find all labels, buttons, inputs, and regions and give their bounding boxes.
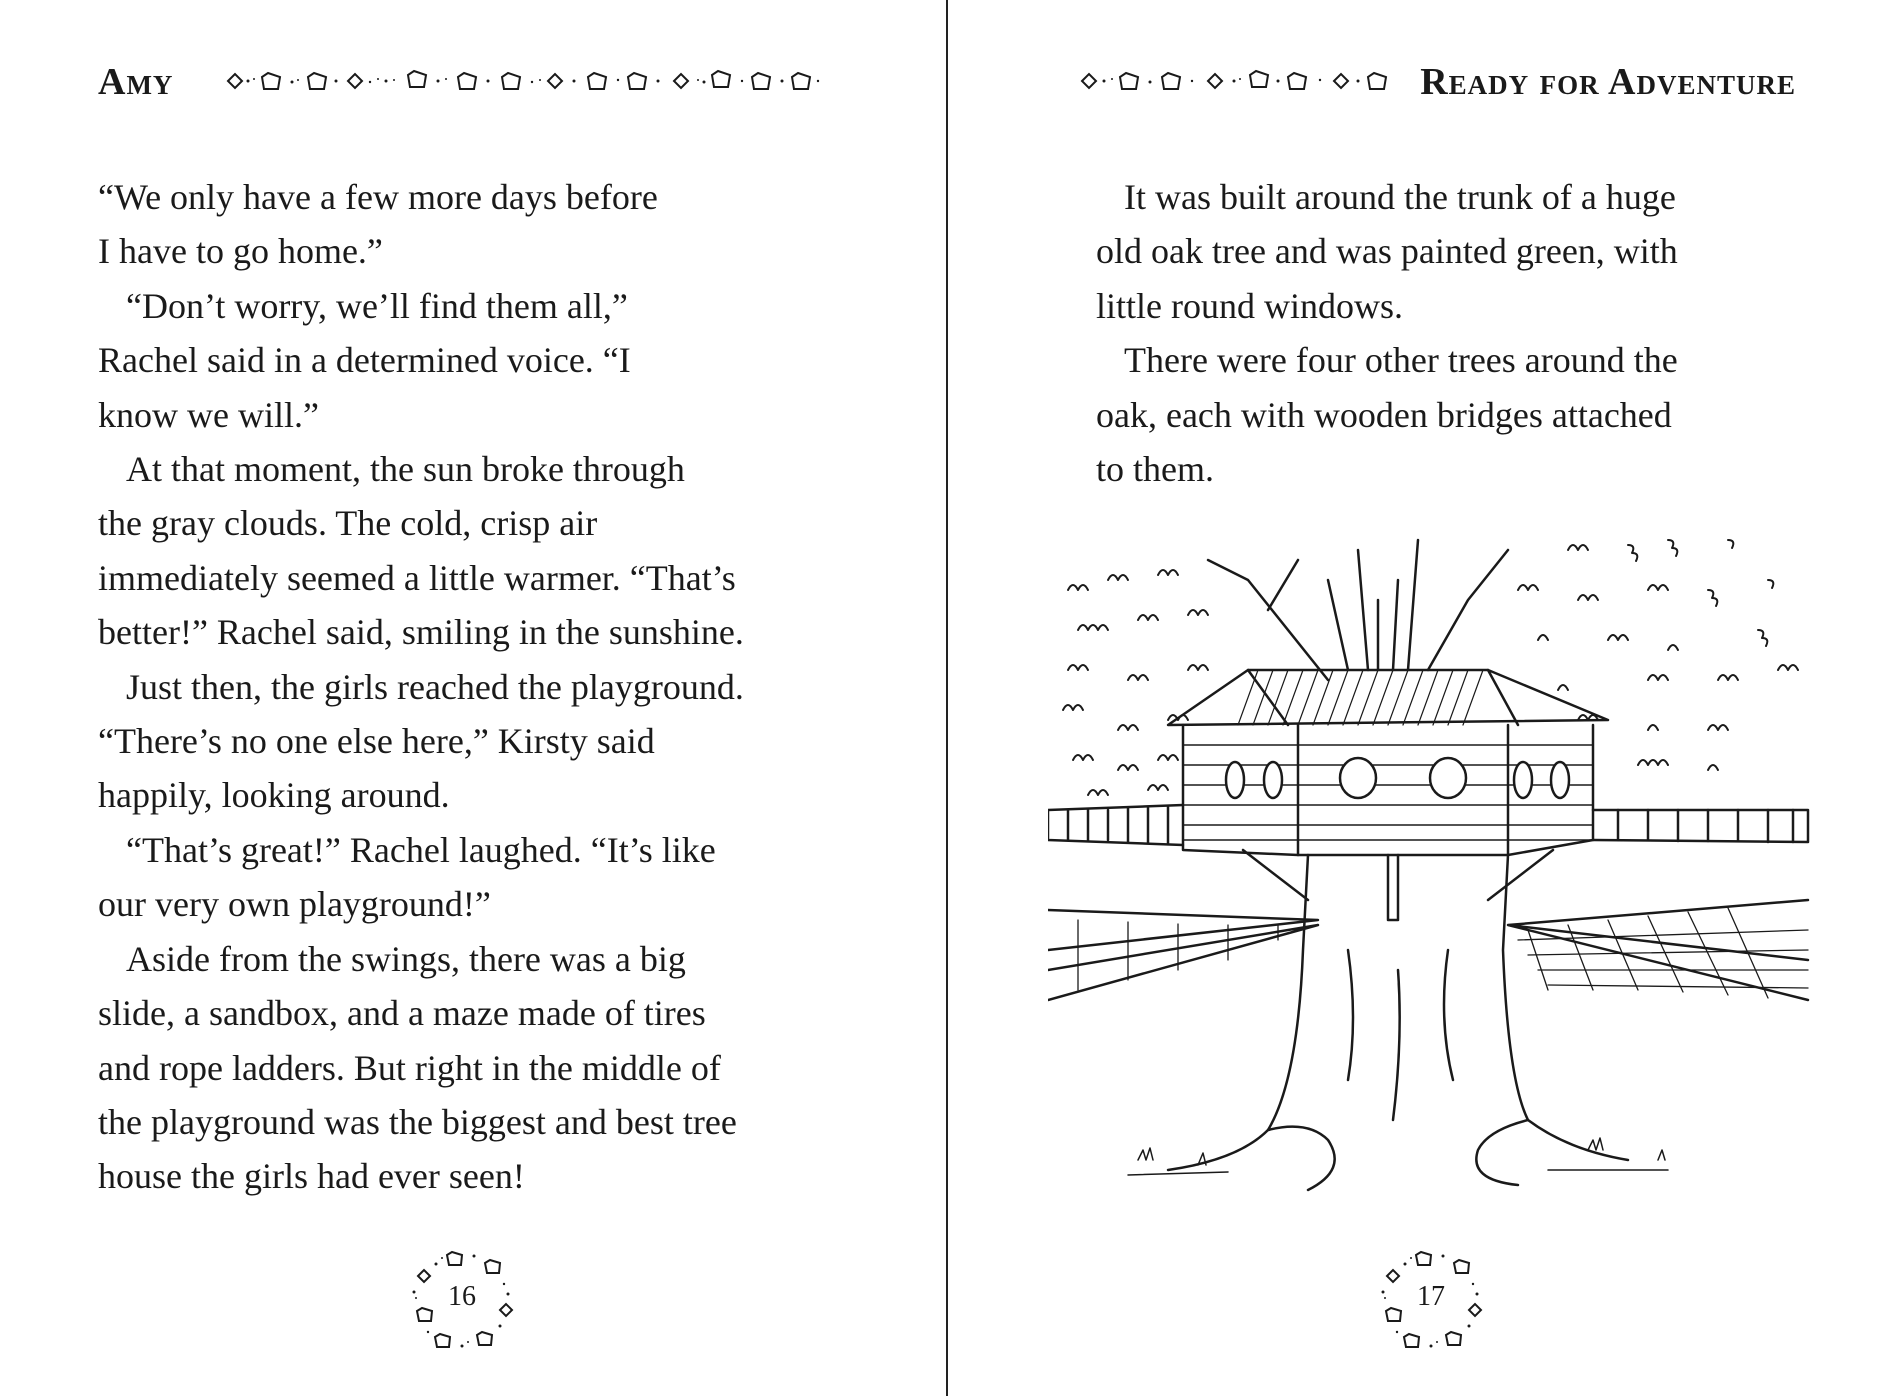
text-line: our very own playground!” bbox=[98, 884, 491, 925]
right-running-head: Ready for Adventure bbox=[1420, 61, 1796, 103]
text-line: and rope ladders. But right in the middle of bbox=[98, 1047, 721, 1088]
text-line: I have to go home.” bbox=[98, 231, 383, 272]
text-line: the playground was the biggest and best tree bbox=[98, 1101, 737, 1142]
text-line: “There’s no one else here,” Kirsty said bbox=[98, 721, 655, 762]
text-line: better!” Rachel said, smiling in the sunshine. bbox=[98, 612, 744, 653]
text-line: immediately seemed a little warmer. “That’s bbox=[98, 557, 736, 598]
text-line: “We only have a few more days before bbox=[98, 177, 658, 217]
text-line: Aside from the swings, there was a big bbox=[126, 938, 686, 979]
page-number-16: 16 bbox=[448, 1281, 476, 1312]
text-line: slide, a sandbox, and a maze made of tires bbox=[98, 993, 706, 1034]
text-line: At that moment, the sun broke through bbox=[126, 449, 685, 490]
tree-house-illustration bbox=[1048, 520, 1828, 1220]
right-body-text bbox=[1096, 170, 1678, 496]
text-line: little round windows. bbox=[1096, 285, 1403, 326]
left-running-head: Amy bbox=[98, 61, 174, 103]
text-line: “Don’t worry, we’ll find them all,” bbox=[126, 285, 628, 326]
text-line: happily, looking around. bbox=[98, 775, 450, 816]
page-number-17: 17 bbox=[1417, 1281, 1445, 1312]
text-line: to them. bbox=[1096, 449, 1214, 490]
text-line: the gray clouds. The cold, crisp air bbox=[98, 503, 598, 544]
left-page-number bbox=[402, 1246, 522, 1356]
left-body-text bbox=[98, 170, 744, 1204]
text-line: It was built around the trunk of a huge bbox=[1124, 177, 1676, 217]
text-line: “That’s great!” Rachel laughed. “It’s like bbox=[126, 829, 716, 870]
right-page-number bbox=[1371, 1246, 1491, 1356]
text-line: Rachel said in a determined voice. “I bbox=[98, 340, 631, 381]
text-line: old oak tree and was painted green, with bbox=[1096, 231, 1678, 272]
text-line: Just then, the girls reached the playground. bbox=[126, 666, 744, 707]
right-page bbox=[948, 0, 1892, 1396]
gem-garland-icon bbox=[1072, 66, 1392, 96]
text-line: know we will.” bbox=[98, 394, 319, 435]
text-line: There were four other trees around the bbox=[1124, 340, 1678, 381]
text-line: house the girls had ever seen! bbox=[98, 1156, 525, 1197]
text-line: oak, each with wooden bridges attached bbox=[1096, 394, 1672, 435]
gem-garland-icon bbox=[218, 66, 828, 96]
